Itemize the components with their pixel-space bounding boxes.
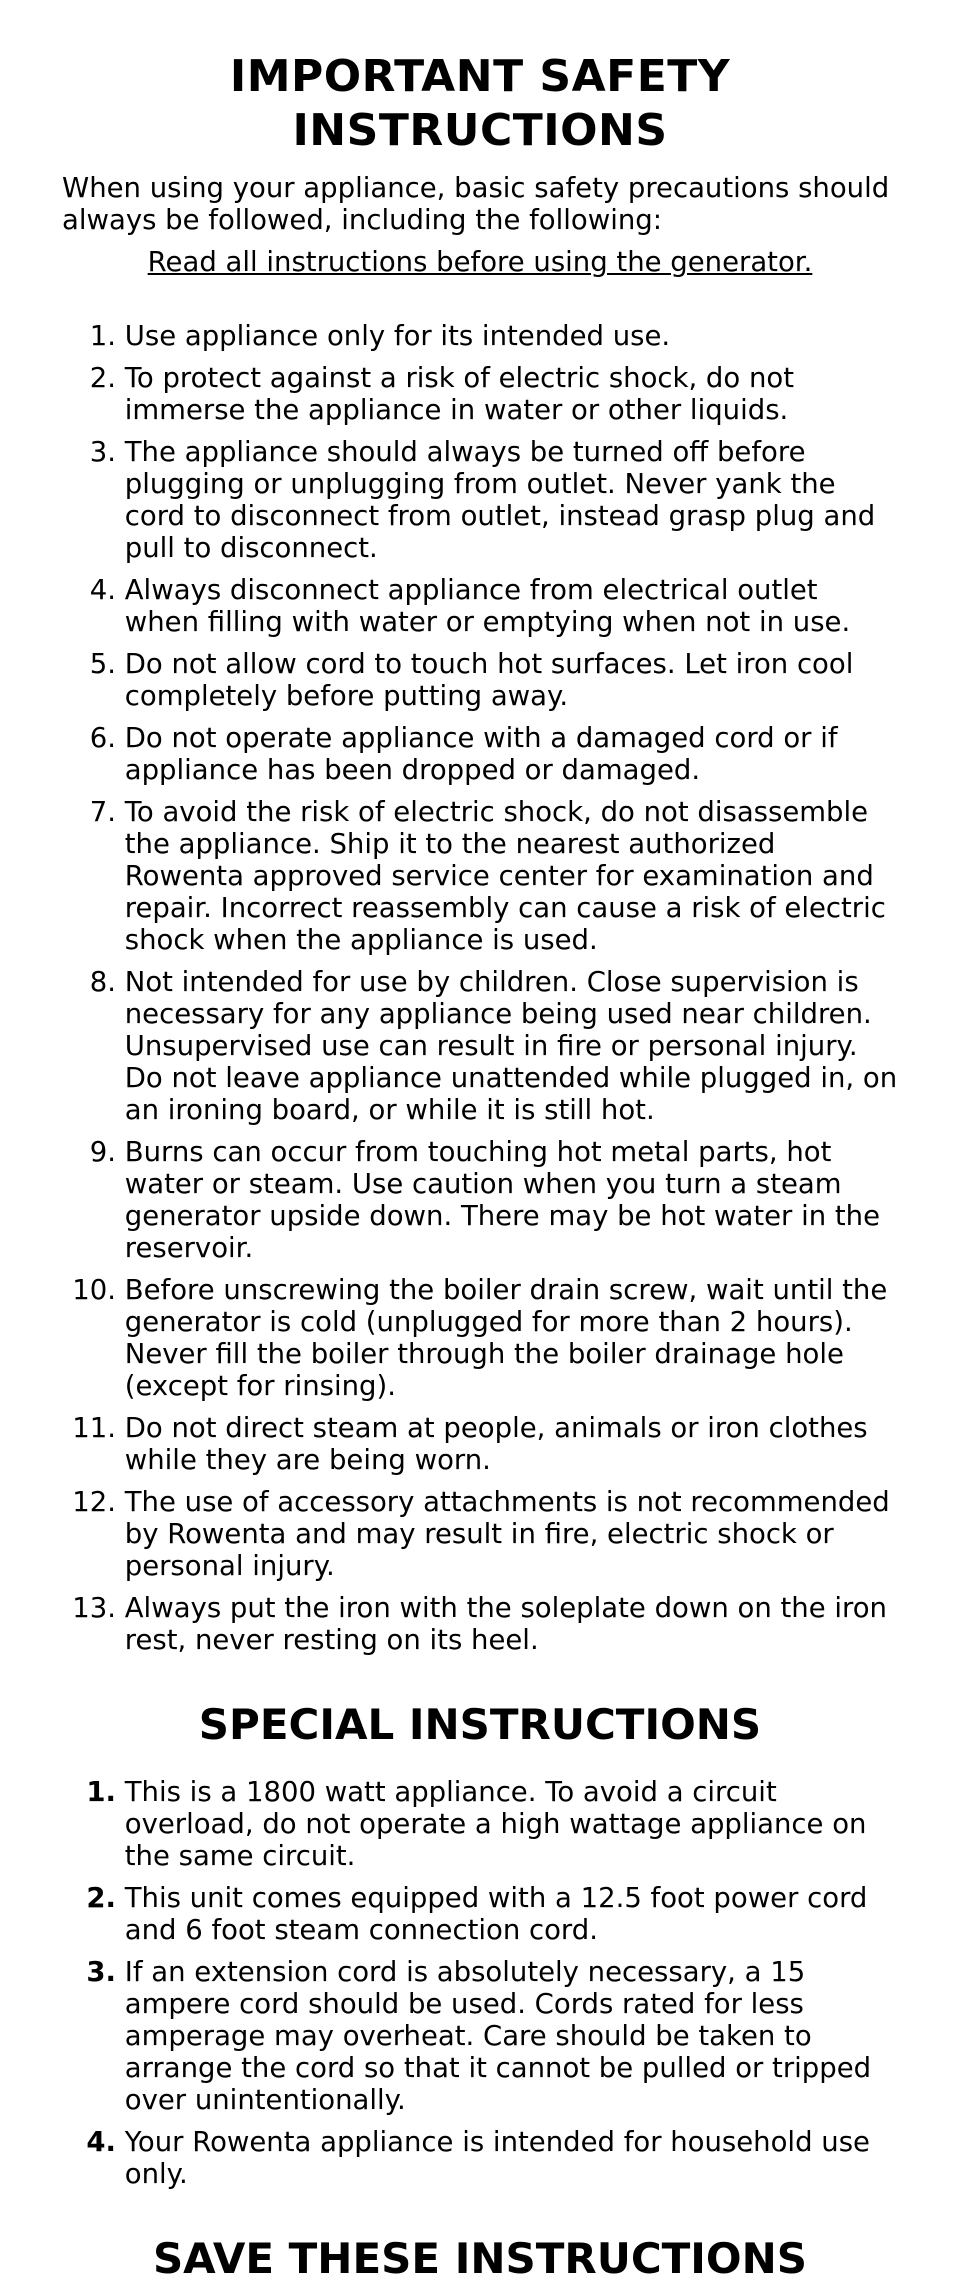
item-number: 7. (89, 796, 116, 828)
list-item (62, 1776, 898, 1872)
item-text: Always disconnect appliance from electrical outlet when filling with water or emptying when not in use. (124, 574, 851, 638)
safety-instructions-list (62, 320, 898, 1656)
list-item (62, 1592, 898, 1656)
page-title-line-2: INSTRUCTIONS (292, 105, 668, 156)
item-text: If an extension cord is absolutely necessary, a 15 ampere cord should be used. Cords rated for less amperage may overheat. Care should be taken to arrange the cord so that it cannot be pulled or tripped over unintentionally. (124, 1956, 872, 2116)
list-item (62, 966, 898, 1126)
item-text: The appliance should always be turned off before plugging or unplugging from outlet. Never yank the cord to disconnect from outlet, instead grasp plug and pull to disconnect. (124, 436, 876, 564)
intro-paragraph: When using your appliance, basic safety precautions should always be followed, including the following: (62, 172, 890, 236)
item-number: 12. (72, 1486, 116, 1518)
page-title-line-1: IMPORTANT SAFETY (229, 51, 731, 102)
special-instructions-title: SPECIAL INSTRUCTIONS (198, 1700, 762, 1749)
item-text: This is a 1800 watt appliance. To avoid a circuit overload, do not operate a high wattage appliance on the same circuit. (124, 1776, 867, 1872)
list-item (62, 1274, 898, 1402)
item-text: Do not allow cord to touch hot surfaces. Let iron cool completely before putting away. (124, 648, 854, 712)
item-number: 3. (89, 436, 116, 468)
item-number: 4. (86, 2126, 116, 2158)
item-number: 11. (72, 1412, 116, 1444)
item-text: Not intended for use by children. Close supervision is necessary for any appliance being used near children. Unsupervised use can result in fire or personal injury. Do not leave appliance unattended while plugged in, on an ironing board, or while it is still hot. (124, 966, 898, 1126)
list-item (62, 1136, 898, 1264)
list-item (62, 648, 898, 712)
item-number: 2. (89, 362, 116, 394)
list-item (62, 722, 898, 786)
page-title (62, 50, 898, 158)
list-item (62, 1882, 898, 1946)
item-number: 1. (89, 320, 116, 352)
item-text: Before unscrewing the boiler drain screw, wait until the generator is cold (unplugged for more than 2 hours). Never fill the boiler through the boiler drainage hole (except for rinsing). (124, 1274, 888, 1402)
list-item (62, 1956, 898, 2116)
item-text: This unit comes equipped with a 12.5 foot power cord and 6 foot steam connection cord. (124, 1882, 868, 1946)
item-number: 5. (89, 648, 116, 680)
special-instructions-list (62, 1776, 898, 2190)
item-number: 9. (89, 1136, 116, 1168)
item-number: 1. (86, 1776, 116, 1808)
list-item (62, 362, 898, 426)
item-text: The use of accessory attachments is not recommended by Rowenta and may result in fire, electric shock or personal injury. (124, 1486, 890, 1582)
item-number: 6. (89, 722, 116, 754)
save-instructions-title: SAVE THESE INSTRUCTIONS (152, 2234, 808, 2283)
list-item (62, 320, 898, 352)
item-text: Burns can occur from touching hot metal parts, hot water or steam. Use caution when you turn a steam generator upside down. There may be hot water in the reservoir. (124, 1136, 881, 1264)
item-text: Always put the iron with the soleplate down on the iron rest, never resting on its heel. (124, 1592, 887, 1656)
item-text: Use appliance only for its intended use. (124, 320, 671, 352)
list-item (62, 796, 898, 956)
list-item (62, 574, 898, 638)
item-text: Your Rowenta appliance is intended for household use only. (124, 2126, 870, 2190)
read-all-notice: Read all instructions before using the generator. (147, 246, 813, 278)
item-number: 2. (86, 1882, 116, 1914)
item-number: 13. (72, 1592, 116, 1624)
item-text: To avoid the risk of electric shock, do not disassemble the appliance. Ship it to the nearest authorized Rowenta approved service center for examination and repair. Incorrect reassembly can cause a risk of electric shock when the appliance is used. (124, 796, 886, 956)
item-number: 4. (89, 574, 116, 606)
item-text: To protect against a risk of electric shock, do not immerse the appliance in water or other liquids. (124, 362, 794, 426)
item-text: Do not operate appliance with a damaged cord or if appliance has been dropped or damaged. (124, 722, 838, 786)
list-item (62, 1412, 898, 1476)
item-number: 8. (89, 966, 116, 998)
item-number: 10. (72, 1274, 116, 1306)
item-number: 3. (86, 1956, 116, 1988)
list-item (62, 2126, 898, 2190)
list-item (62, 1486, 898, 1582)
list-item (62, 436, 898, 564)
item-text: Do not direct steam at people, animals or iron clothes while they are being worn. (124, 1412, 868, 1476)
